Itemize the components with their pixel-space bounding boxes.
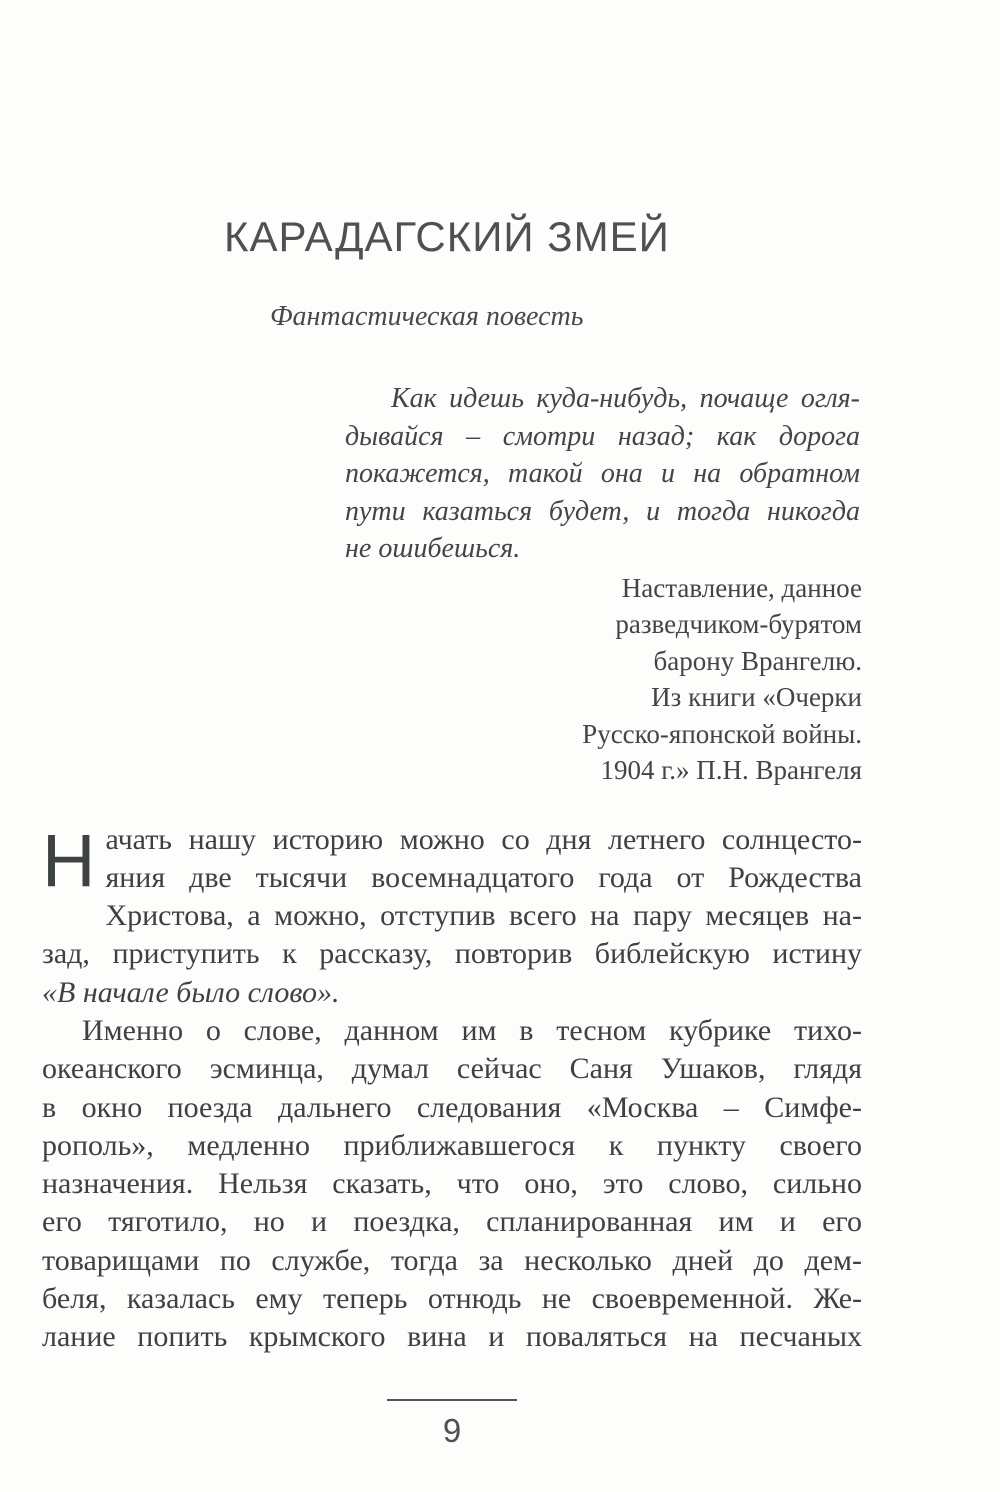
text-line: зад, приступить к рассказу, повторив библейскую истину xyxy=(42,937,862,971)
page-footer xyxy=(42,1399,862,1451)
body-text xyxy=(42,818,862,1357)
text-line: в окно поезда дальнего следования «Москва – Симфе- xyxy=(42,1090,862,1124)
text-line: яния две тысячи восемнадцатого года от Рождества xyxy=(105,860,862,894)
text-line: Как идешь куда-нибудь, почаще огля- xyxy=(391,383,860,414)
chapter-title: КАРАДАГСКИЙ ЗМЕЙ xyxy=(224,213,670,260)
epigraph-attribution xyxy=(42,570,862,789)
text-line: покажется, такой она и на обратном xyxy=(345,458,860,489)
text-line: его тяготило, но и поездка, спланированная им и его xyxy=(42,1205,862,1239)
text-line: беля, казалась ему теперь отнюдь не своевременной. Же- xyxy=(42,1282,862,1316)
paragraph-second xyxy=(42,1012,862,1357)
text-line: дывайся – смотри назад; как дорога xyxy=(345,420,860,452)
footer-rule xyxy=(387,1399,517,1401)
text-line: Наставление, данное xyxy=(621,572,862,603)
text-line: пути казаться будет, и тогда никогда xyxy=(345,495,860,527)
chapter-subtitle: Фантастическая повесть xyxy=(270,301,584,332)
text-line: назначения. Нельзя сказать, что оно, это слово, сильно xyxy=(42,1167,862,1201)
text-line: лание попить крымского вина и поваляться на песчаных xyxy=(42,1320,862,1354)
text-line: ачать нашу историю можно со дня летнего солнцесто- xyxy=(105,822,862,856)
text-line: «В начале было слово». xyxy=(42,975,340,1009)
text-line: Русско-японской войны. xyxy=(582,718,862,749)
drop-cap-letter: Н xyxy=(42,818,96,902)
text-line: 1904 г.» П.Н. Врангеля xyxy=(600,755,862,785)
text-line: товарищами по службе, тогда за несколько дней до дем- xyxy=(42,1243,862,1277)
text-line: барону Врангелю. xyxy=(653,645,862,676)
paragraph-second-lines xyxy=(42,1012,862,1357)
text-line: океанского эсминца, думал сейчас Саня Ушаков, глядя xyxy=(42,1052,862,1086)
text-line: не ошибешься. xyxy=(345,533,521,564)
page-number: 9 xyxy=(442,1411,462,1449)
text-line: Из книги «Очерки xyxy=(651,682,862,712)
text-line: рополь», медленно приближавшегося к пункту своего xyxy=(42,1128,862,1162)
paragraph-opening-lines xyxy=(42,818,862,1012)
text-line: разведчиком-бурятом xyxy=(615,609,862,639)
text-line: Именно о слове, данном им в тесном кубрике тихо- xyxy=(82,1013,862,1047)
paragraph-opening xyxy=(42,818,862,1012)
epigraph-quote xyxy=(345,380,860,568)
text-line: Христова, а можно, отступив всего на пару месяцев на- xyxy=(105,899,862,933)
